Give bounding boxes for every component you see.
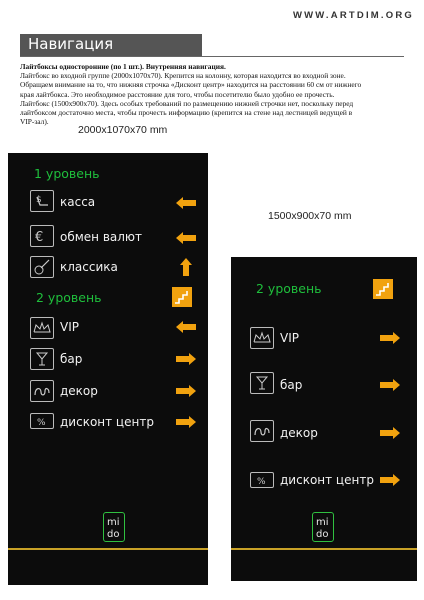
mido-logo bbox=[103, 512, 125, 542]
description bbox=[20, 62, 410, 126]
large-level2-label: 2 уровень bbox=[36, 290, 102, 305]
row-label-vip: VIP bbox=[60, 320, 79, 334]
right-arrow-icon bbox=[176, 353, 196, 365]
right-arrow-icon bbox=[380, 427, 400, 439]
description-line: VIP-зал). bbox=[20, 117, 49, 127]
site-url[interactable]: WWW.ARTDIM.ORG bbox=[292, 10, 414, 21]
row-label-discount: дисконт центр bbox=[280, 473, 374, 487]
cash-icon bbox=[30, 190, 54, 212]
left-arrow-icon bbox=[176, 321, 196, 333]
right-arrow-icon bbox=[176, 385, 196, 397]
svg-text:€: € bbox=[35, 230, 44, 245]
description-line: Лайтбокс (1500х900х70). Здесь особых требований по размещению нижней строчки нет, поскольку перед bbox=[20, 98, 354, 108]
row-label-bar: бар bbox=[60, 352, 83, 366]
crown-icon bbox=[30, 317, 54, 339]
left-arrow-icon bbox=[176, 232, 196, 244]
ornament-icon bbox=[30, 380, 54, 402]
right-arrow-icon bbox=[380, 474, 400, 486]
svg-text:%: % bbox=[257, 477, 266, 487]
row-label-exchange: обмен валют bbox=[60, 230, 143, 244]
mido-logo bbox=[312, 512, 334, 542]
right-arrow-icon bbox=[380, 332, 400, 344]
row-label-classic: классика bbox=[60, 260, 118, 274]
section-title-bar bbox=[20, 34, 202, 56]
row-label-decor: декор bbox=[280, 426, 318, 440]
row-label-bar: бар bbox=[280, 378, 303, 392]
percent-icon bbox=[250, 472, 274, 488]
small-lightbox-size: 1500x900x70 mm bbox=[268, 210, 352, 222]
title-divider bbox=[20, 56, 404, 57]
description-line: лайтбоксом достаточно места, чтобы прочесть информацию (крепится на стене над лестницей ведущей в bbox=[20, 108, 353, 118]
row-label-kassa: касса bbox=[60, 195, 96, 209]
section-title: Навигация bbox=[28, 35, 114, 53]
description-line: Обращаем внимание на то, что нижняя строчка «Дисконт центр» находится на расстоянии 60 см от нижнего bbox=[20, 80, 362, 90]
stairs-icon bbox=[373, 279, 393, 299]
small-bottom-line bbox=[231, 548, 417, 550]
small-level2-label: 2 уровень bbox=[256, 281, 322, 296]
svg-text:mi: mi bbox=[107, 517, 120, 528]
large-lightbox-size: 2000x1070x70 mm bbox=[78, 124, 168, 136]
large-level1-label: 1 уровень bbox=[34, 166, 100, 181]
description-line: края лайтбокса. Это необходимое расстояние для того, чтобы посетителю было удобно ее прочесть. bbox=[20, 89, 335, 99]
row-label-decor: декор bbox=[60, 384, 98, 398]
up-arrow-icon bbox=[180, 258, 192, 276]
svg-text:mi: mi bbox=[316, 517, 329, 528]
currency-exchange-icon bbox=[30, 225, 54, 247]
description-heading: Лайтбоксы односторонние (по 1 шт.). Внутренняя навигация. bbox=[20, 62, 226, 71]
cocktail-icon bbox=[30, 348, 54, 370]
large-bottom-line bbox=[8, 548, 208, 550]
stairs-icon bbox=[172, 287, 192, 307]
percent-icon bbox=[30, 413, 54, 429]
guitar-icon bbox=[30, 256, 54, 278]
right-arrow-icon bbox=[380, 379, 400, 391]
row-label-discount: дисконт центр bbox=[60, 415, 154, 429]
svg-text:%: % bbox=[37, 418, 46, 428]
crown-icon bbox=[250, 327, 274, 349]
svg-text:do: do bbox=[316, 529, 329, 540]
row-label-vip: VIP bbox=[280, 331, 299, 345]
description-line: Лайтбокс во входной группе (2000х1070х70). Крепится на колонну, которая находится во входной зоне. bbox=[20, 71, 346, 81]
left-arrow-icon bbox=[176, 197, 196, 209]
right-arrow-icon bbox=[176, 416, 196, 428]
ornament-icon bbox=[250, 420, 274, 442]
svg-text:do: do bbox=[107, 529, 120, 540]
svg-text:$: $ bbox=[36, 195, 42, 205]
cocktail-icon bbox=[250, 372, 274, 394]
